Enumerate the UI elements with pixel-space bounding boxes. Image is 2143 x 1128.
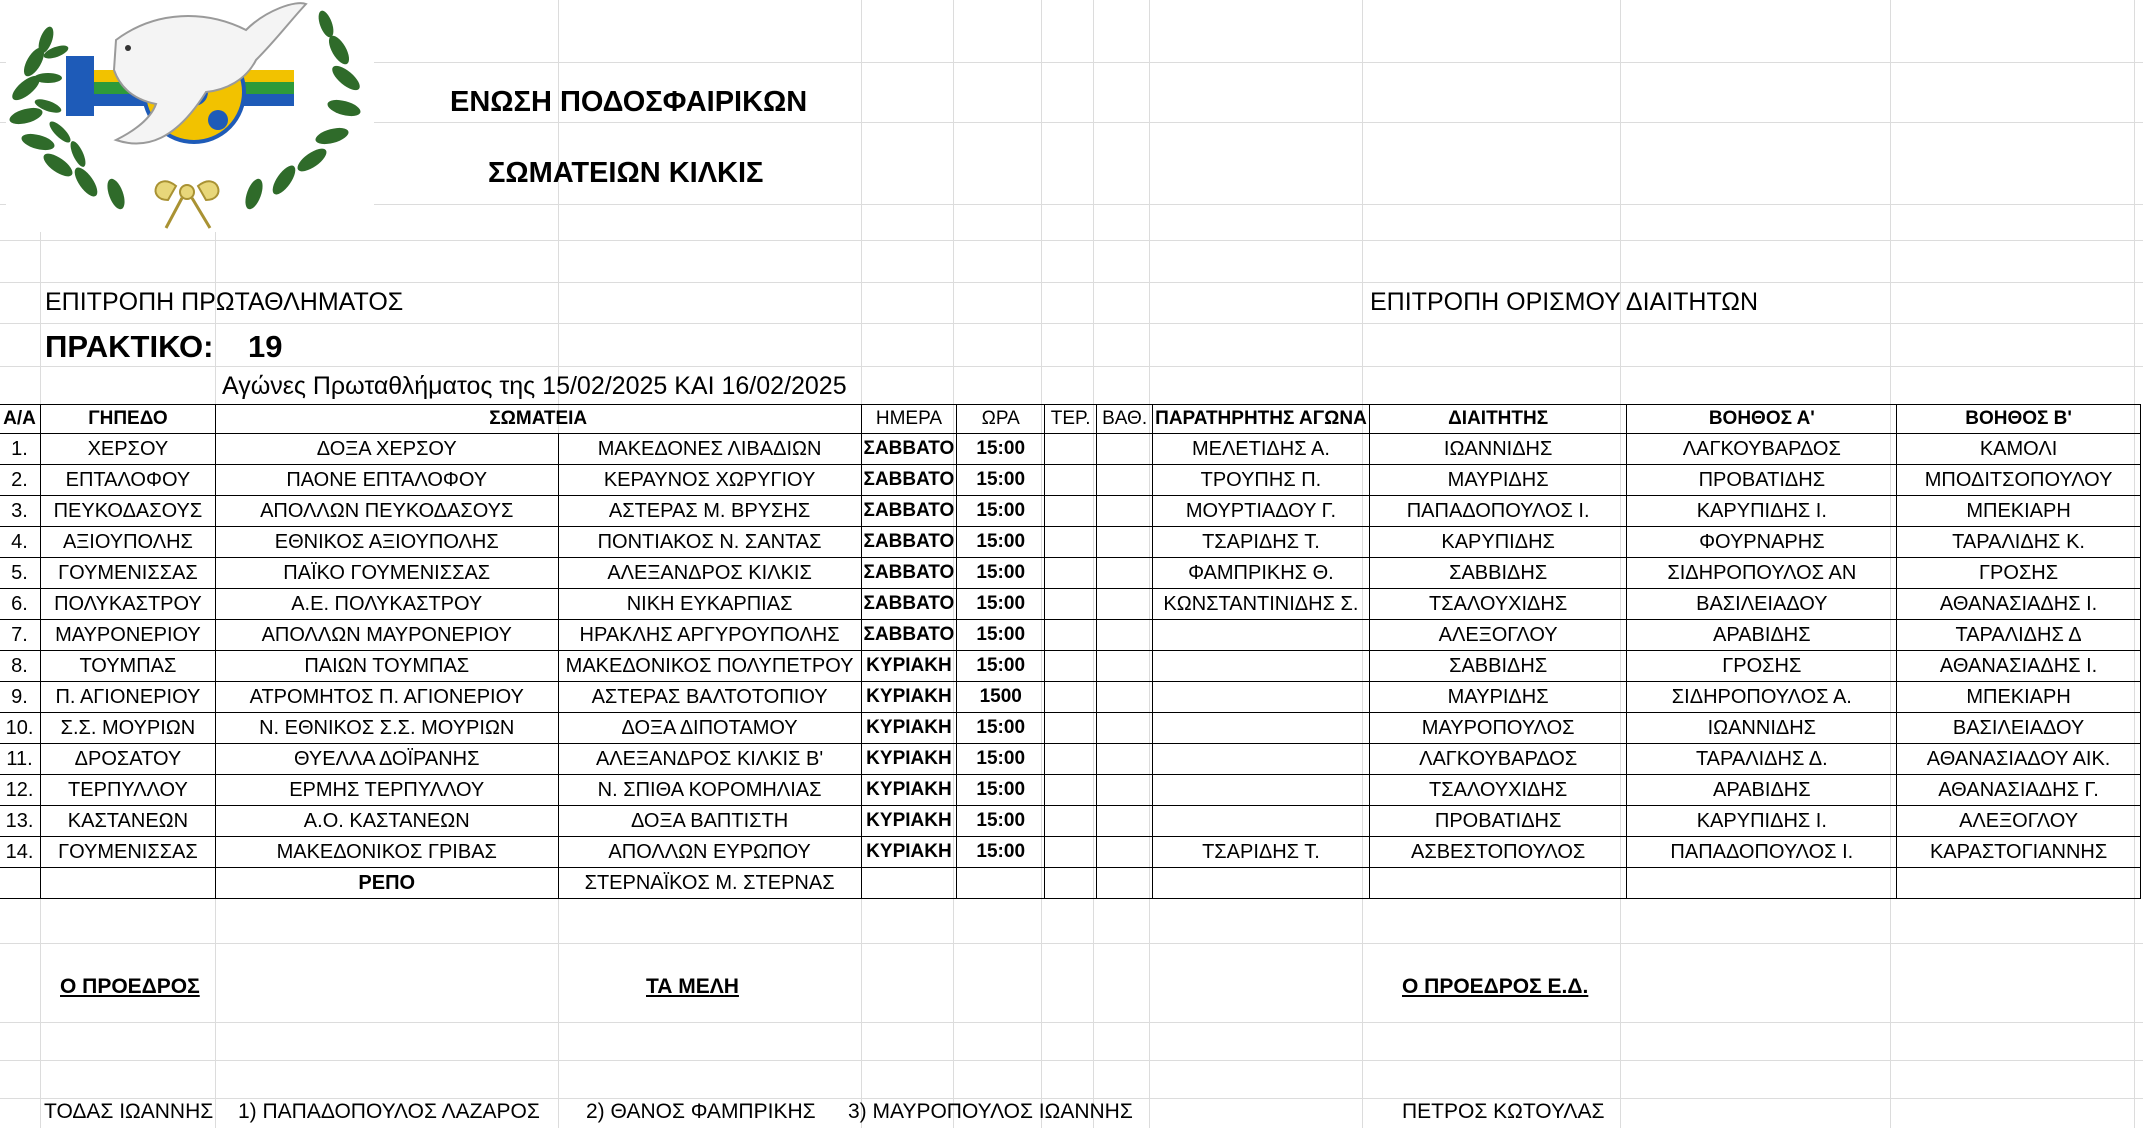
cell-vath [1097,496,1153,527]
cell-home-team: ΔΟΞΑ ΧΕΡΣΟΥ [215,434,558,465]
cell-aa: 14. [0,837,40,868]
cell-home-team: ΠΑΪΚΟ ΓΟΥΜΕΝΙΣΣΑΣ [215,558,558,589]
cell-empty [957,868,1045,899]
cell-referee: ΣΑΒΒΙΔΗΣ [1369,651,1627,682]
cell-assistant-b: ΓΡΟΣΗΣ [1897,558,2141,589]
cell-referee: ΜΑΥΡΟΠΟΥΛΟΣ [1369,713,1627,744]
table-row [0,527,2141,558]
praktiko-number: 19 [248,329,283,364]
cell-referee: ΙΩΑΝΝΙΔΗΣ [1369,434,1627,465]
cell-aa: 12. [0,775,40,806]
cell-observer [1153,682,1370,713]
cell-away-team: ΚΕΡΑΥΝΟΣ ΧΩΡΥΓΙΟΥ [558,465,861,496]
cell-away-team: ΗΡΑΚΛΗΣ ΑΡΓΥΡΟΥΠΟΛΗΣ [558,620,861,651]
cell-home-team: ΘΥΕΛΛΑ ΔΟΪΡΑΝΗΣ [215,744,558,775]
cell-day: ΣΑΒΒΑΤΟ [861,620,957,651]
cell-home-team: Α.Ε. ΠΟΛΥΚΑΣΤΡΟΥ [215,589,558,620]
cell-home-team: ΜΑΚΕΔΟΝΙΚΟΣ ΓΡΙΒΑΣ [215,837,558,868]
cell-ter [1045,682,1097,713]
cell-ter [1045,465,1097,496]
gridline [0,1060,2143,1061]
cell-assistant-a: ΒΑΣΙΛΕΙΑΔΟΥ [1627,589,1897,620]
cell-time: 15:00 [957,589,1045,620]
cell-assistant-a: ΙΩΑΝΝΙΔΗΣ [1627,713,1897,744]
cell-empty [1153,868,1370,899]
header-stadium: ΓΗΠΕΔΟ [40,405,215,434]
cell-away-team: ΜΑΚΕΔΟΝΕΣ ΛΙΒΑΔΙΩΝ [558,434,861,465]
cell-day: ΚΥΡΙΑΚΗ [861,837,957,868]
cell-assistant-a: ΣΙΔΗΡΟΠΟΥΛΟΣ Α. [1627,682,1897,713]
member-1-name: 1) ΠΑΠΑΔΟΠΟΥΛΟΣ ΛΑΖΑΡΟΣ [238,1100,540,1123]
member-2-name: 2) ΘΑΝΟΣ ΦΑΜΠΡΙΚΗΣ [586,1100,816,1123]
cell-ter [1045,651,1097,682]
cell-aa: 7. [0,620,40,651]
cell-assistant-b: ΚΑΜΟΛΙ [1897,434,2141,465]
cell-assistant-a: ΚΑΡΥΠΙΔΗΣ Ι. [1627,806,1897,837]
cell-assistant-b: ΜΠΕΚΙΑΡΗ [1897,682,2141,713]
table-row [0,775,2141,806]
praktiko-label: ΠΡΑΚΤΙΚΟ: [45,329,214,364]
committee-left: ΕΠΙΤΡΟΠΗ ΠΡΩΤΑΘΛΗΜΑΤΟΣ [45,288,404,316]
cell-observer: ΦΑΜΠΡΙΚΗΣ Θ. [1153,558,1370,589]
cell-ter [1045,434,1097,465]
cell-time: 15:00 [957,496,1045,527]
gridline [0,943,2143,944]
cell-referee: ΑΣΒΕΣΤΟΠΟΥΛΟΣ [1369,837,1627,868]
cell-assistant-a: ΠΑΠΑΔΟΠΟΥΛΟΣ Ι. [1627,837,1897,868]
cell-home-team: Ν. ΕΘΝΙΚΟΣ Σ.Σ. ΜΟΥΡΙΩΝ [215,713,558,744]
cell-away-team: ΑΣΤΕΡΑΣ Μ. ΒΡΥΣΗΣ [558,496,861,527]
cell-ter [1045,837,1097,868]
cell-aa: 5. [0,558,40,589]
cell-referee: ΚΑΡΥΠΙΔΗΣ [1369,527,1627,558]
cell-time: 15:00 [957,744,1045,775]
cell-day: ΚΥΡΙΑΚΗ [861,651,957,682]
cell-away-team: ΔΟΞΑ ΒΑΠΤΙΣΤΗ [558,806,861,837]
cell-empty [1627,868,1897,899]
cell-away-team: ΑΛΕΞΑΝΔΡΟΣ ΚΙΛΚΙΣ Β' [558,744,861,775]
cell-assistant-b: ΑΘΑΝΑΣΙΑΔΗΣ Ι. [1897,651,2141,682]
cell-assistant-a: ΑΡΑΒΙΔΗΣ [1627,775,1897,806]
repo-label: ΡΕΠΟ [215,868,558,899]
cell-stadium: ΔΡΟΣΑΤΟΥ [40,744,215,775]
cell-home-team: ΠΑΙΩΝ ΤΟΥΜΠΑΣ [215,651,558,682]
cell-aa: 9. [0,682,40,713]
cell-observer: ΤΣΑΡΙΔΗΣ Τ. [1153,527,1370,558]
cell-home-team: ΑΠΟΛΛΩΝ ΜΑΥΡΟΝΕΡΙΟΥ [215,620,558,651]
cell-ter [1045,744,1097,775]
table-row [0,837,2141,868]
table-row [0,496,2141,527]
cell-vath [1097,682,1153,713]
cell-observer [1153,744,1370,775]
cell-referee: ΠΑΠΑΔΟΠΟΥΛΟΣ Ι. [1369,496,1627,527]
header-vath: ΒΑΘ. [1097,405,1153,434]
cell-referee: ΛΑΓΚΟΥΒΑΡΔΟΣ [1369,744,1627,775]
cell-away-team: ΑΠΟΛΛΩΝ ΕΥΡΩΠΟΥ [558,837,861,868]
table-row [0,713,2141,744]
cell-stadium: ΓΟΥΜΕΝΙΣΣΑΣ [40,558,215,589]
cell-assistant-b: ΑΘΑΝΑΣΙΑΔΟΥ ΑΙΚ. [1897,744,2141,775]
cell-ter [1045,775,1097,806]
football-union-emblem-icon [6,0,374,232]
cell-away-team: Ν. ΣΠΙΘΑ ΚΟΡΟΜΗΛΙΑΣ [558,775,861,806]
cell-vath [1097,744,1153,775]
gridline [0,1098,2143,1099]
cell-day: ΣΑΒΒΑΤΟ [861,558,957,589]
cell-stadium: ΓΟΥΜΕΝΙΣΣΑΣ [40,837,215,868]
cell-time: 15:00 [957,558,1045,589]
cell-away-team: ΜΑΚΕΔΟΝΙΚΟΣ ΠΟΛΥΠΕΤΡΟΥ [558,651,861,682]
cell-referee: ΠΡΟΒΑΤΙΔΗΣ [1369,806,1627,837]
cell-empty [0,868,40,899]
cell-day: ΚΥΡΙΑΚΗ [861,775,957,806]
cell-empty [861,868,957,899]
cell-assistant-a: ΤΑΡΑΛΙΔΗΣ Δ. [1627,744,1897,775]
cell-observer: ΤΣΑΡΙΔΗΣ Τ. [1153,837,1370,868]
header-time: ΩΡΑ [957,405,1045,434]
cell-assistant-a: ΣΙΔΗΡΟΠΟΥΛΟΣ ΑΝ [1627,558,1897,589]
cell-referee: ΣΑΒΒΙΔΗΣ [1369,558,1627,589]
cell-aa: 4. [0,527,40,558]
cell-time: 15:00 [957,713,1045,744]
header-day: ΗΜΕΡΑ [861,405,957,434]
president-label: Ο ΠΡΟΕΔΡΟΣ [60,975,200,998]
cell-vath [1097,713,1153,744]
cell-assistant-b: ΜΠΕΚΙΑΡΗ [1897,496,2141,527]
member-3-name: 3) ΜΑΥΡΟΠΟΥΛΟΣ ΙΩΑΝΝΗΣ [848,1100,1133,1123]
cell-assistant-b: ΤΑΡΑΛΙΔΗΣ Δ [1897,620,2141,651]
ed-president-label: Ο ΠΡΟΕΔΡΟΣ Ε.Δ. [1402,975,1589,998]
organization-title-line1: ΕΝΩΣΗ ΠΟΔΟΣΦΑΙΡΙΚΩΝ [450,86,808,118]
cell-vath [1097,651,1153,682]
cell-vath [1097,558,1153,589]
cell-time: 15:00 [957,806,1045,837]
cell-stadium: ΚΑΣΤΑΝΕΩΝ [40,806,215,837]
cell-stadium: Π. ΑΓΙΟΝΕΡΙΟΥ [40,682,215,713]
cell-empty [40,868,215,899]
cell-aa: 1. [0,434,40,465]
cell-assistant-b: ΤΑΡΑΛΙΔΗΣ Κ. [1897,527,2141,558]
cell-ter [1045,589,1097,620]
cell-stadium: ΧΕΡΣΟΥ [40,434,215,465]
cell-vath [1097,434,1153,465]
header-aa: Α/Α [0,405,40,434]
table-row [0,620,2141,651]
cell-assistant-a: ΦΟΥΡΝΑΡΗΣ [1627,527,1897,558]
cell-assistant-a: ΚΑΡΥΠΙΔΗΣ Ι. [1627,496,1897,527]
cell-vath [1097,775,1153,806]
cell-day: ΣΑΒΒΑΤΟ [861,434,957,465]
cell-stadium: ΜΑΥΡΟΝΕΡΙΟΥ [40,620,215,651]
cell-assistant-b: ΜΠΟΔΙΤΣΟΠΟΥΛΟΥ [1897,465,2141,496]
cell-empty [1097,868,1153,899]
cell-vath [1097,806,1153,837]
cell-ter [1045,806,1097,837]
cell-stadium: ΑΞΙΟΥΠΟΛΗΣ [40,527,215,558]
cell-aa: 6. [0,589,40,620]
cell-vath [1097,589,1153,620]
cell-home-team: Α.Ο. ΚΑΣΤΑΝΕΩΝ [215,806,558,837]
cell-assistant-a: ΠΡΟΒΑΤΙΔΗΣ [1627,465,1897,496]
cell-stadium: Σ.Σ. ΜΟΥΡΙΩΝ [40,713,215,744]
cell-referee: ΜΑΥΡΙΔΗΣ [1369,682,1627,713]
cell-home-team: ΑΠΟΛΛΩΝ ΠΕΥΚΟΔΑΣΟΥΣ [215,496,558,527]
cell-observer: ΤΡΟΥΠΗΣ Π. [1153,465,1370,496]
cell-assistant-b: ΑΘΑΝΑΣΙΑΔΗΣ Γ. [1897,775,2141,806]
cell-time: 15:00 [957,527,1045,558]
table-header-row [0,405,2141,434]
cell-day: ΚΥΡΙΑΚΗ [861,682,957,713]
header-assistant-b: ΒΟΗΘΟΣ Β' [1897,405,2141,434]
cell-day: ΣΑΒΒΑΤΟ [861,465,957,496]
cell-stadium: ΤΕΡΠΥΛΛΟΥ [40,775,215,806]
cell-observer: ΜΕΛΕΤΙΔΗΣ Α. [1153,434,1370,465]
cell-stadium: ΠΟΛΥΚΑΣΤΡΟΥ [40,589,215,620]
cell-assistant-b: ΑΛΕΞΟΓΛΟΥ [1897,806,2141,837]
table-row [0,806,2141,837]
table-row [0,682,2141,713]
cell-time: 15:00 [957,465,1045,496]
cell-ter [1045,713,1097,744]
cell-day: ΚΥΡΙΑΚΗ [861,744,957,775]
gridline [0,282,2143,283]
header-observer: ΠΑΡΑΤΗΡΗΤΗΣ ΑΓΩΝΑ [1153,405,1370,434]
cell-aa: 10. [0,713,40,744]
cell-vath [1097,837,1153,868]
repo-team: ΣΤΕΡΝΑΪΚΟΣ Μ. ΣΤΕΡΝΑΣ [558,868,861,899]
header-ter: ΤΕΡ. [1045,405,1097,434]
cell-day: ΚΥΡΙΑΚΗ [861,806,957,837]
table-row [0,558,2141,589]
cell-aa: 8. [0,651,40,682]
gridline [0,240,2143,241]
cell-home-team: ΑΤΡΟΜΗΤΟΣ Π. ΑΓΙΟΝΕΡΙΟΥ [215,682,558,713]
cell-observer: ΜΟΥΡΤΙΑΔΟΥ Γ. [1153,496,1370,527]
cell-ter [1045,558,1097,589]
gridline [0,366,2143,367]
cell-home-team: ΕΡΜΗΣ ΤΕΡΠΥΛΛΟΥ [215,775,558,806]
cell-vath [1097,465,1153,496]
header-clubs: ΣΩΜΑΤΕΙΑ [215,405,861,434]
organization-title-line2: ΣΩΜΑΤΕΙΩΝ ΚΙΛΚΙΣ [488,157,764,189]
cell-day: ΣΑΒΒΑΤΟ [861,589,957,620]
cell-away-team: ΑΣΤΕΡΑΣ ΒΑΛΤΟΤΟΠΙΟΥ [558,682,861,713]
header-referee: ΔΙΑΙΤΗΤΗΣ [1369,405,1627,434]
cell-empty [1369,868,1627,899]
cell-time: 15:00 [957,434,1045,465]
members-label: ΤΑ ΜΕΛΗ [646,975,739,998]
cell-observer [1153,806,1370,837]
cell-empty [1897,868,2141,899]
cell-home-team: ΕΘΝΙΚΟΣ ΑΞΙΟΥΠΟΛΗΣ [215,527,558,558]
cell-home-team: ΠΑΟΝΕ ΕΠΤΑΛΟΦΟΥ [215,465,558,496]
cell-empty [1045,868,1097,899]
fixtures-table [0,404,2141,899]
table-row [0,589,2141,620]
cell-vath [1097,527,1153,558]
cell-referee: ΤΣΑΛΟΥΧΙΔΗΣ [1369,775,1627,806]
cell-time: 15:00 [957,620,1045,651]
cell-aa: 13. [0,806,40,837]
table-row [0,465,2141,496]
cell-referee: ΜΑΥΡΙΔΗΣ [1369,465,1627,496]
cell-time: 15:00 [957,651,1045,682]
cell-observer [1153,620,1370,651]
table-row [0,434,2141,465]
cell-away-team: ΑΛΕΞΑΝΔΡΟΣ ΚΙΛΚΙΣ [558,558,861,589]
cell-assistant-a: ΑΡΑΒΙΔΗΣ [1627,620,1897,651]
matches-subtitle: Αγώνες Πρωταθλήματος της 15/02/2025 ΚΑΙ 16/02/2025 [222,372,847,400]
cell-observer: ΚΩΝΣΤΑΝΤΙΝΙΔΗΣ Σ. [1153,589,1370,620]
cell-away-team: ΔΟΞΑ ΔΙΠΟΤΑΜΟΥ [558,713,861,744]
committee-right: ΕΠΙΤΡΟΠΗ ΟΡΙΣΜΟΥ ΔΙΑΙΤΗΤΩΝ [1370,288,1759,316]
cell-ter [1045,496,1097,527]
table-row [0,744,2141,775]
table-row [0,651,2141,682]
cell-assistant-b: ΚΑΡΑΣΤΟΓΙΑΝΝΗΣ [1897,837,2141,868]
president-name: ΤΟΔΑΣ ΙΩΑΝΝΗΣ [44,1100,214,1123]
cell-aa: 11. [0,744,40,775]
cell-observer [1153,651,1370,682]
cell-away-team: ΠΟΝΤΙΑΚΟΣ Ν. ΣΑΝΤΑΣ [558,527,861,558]
cell-day: ΚΥΡΙΑΚΗ [861,713,957,744]
ed-president-name: ΠΕΤΡΟΣ ΚΩΤΟΥΛΑΣ [1402,1100,1605,1123]
cell-time: 15:00 [957,837,1045,868]
cell-observer [1153,713,1370,744]
cell-assistant-b: ΒΑΣΙΛΕΙΑΔΟΥ [1897,713,2141,744]
cell-day: ΣΑΒΒΑΤΟ [861,496,957,527]
cell-observer [1153,775,1370,806]
header-assistant-a: ΒΟΗΘΟΣ Α' [1627,405,1897,434]
cell-referee: ΑΛΕΞΟΓΛΟΥ [1369,620,1627,651]
cell-stadium: ΕΠΤΑΛΟΦΟΥ [40,465,215,496]
cell-assistant-b: ΑΘΑΝΑΣΙΑΔΗΣ Ι. [1897,589,2141,620]
cell-aa: 3. [0,496,40,527]
cell-ter [1045,620,1097,651]
cell-ter [1045,527,1097,558]
cell-aa: 2. [0,465,40,496]
cell-time: 15:00 [957,775,1045,806]
cell-assistant-a: ΛΑΓΚΟΥΒΑΡΔΟΣ [1627,434,1897,465]
cell-assistant-a: ΓΡΟΣΗΣ [1627,651,1897,682]
cell-day: ΣΑΒΒΑΤΟ [861,527,957,558]
gridline [0,323,2143,324]
cell-stadium: ΤΟΥΜΠΑΣ [40,651,215,682]
cell-stadium: ΠΕΥΚΟΔΑΣΟΥΣ [40,496,215,527]
cell-vath [1097,620,1153,651]
repo-row [0,868,2141,899]
gridline [0,1022,2143,1023]
cell-away-team: ΝΙΚΗ ΕΥΚΑΡΠΙΑΣ [558,589,861,620]
cell-referee: ΤΣΑΛΟΥΧΙΔΗΣ [1369,589,1627,620]
cell-time: 1500 [957,682,1045,713]
